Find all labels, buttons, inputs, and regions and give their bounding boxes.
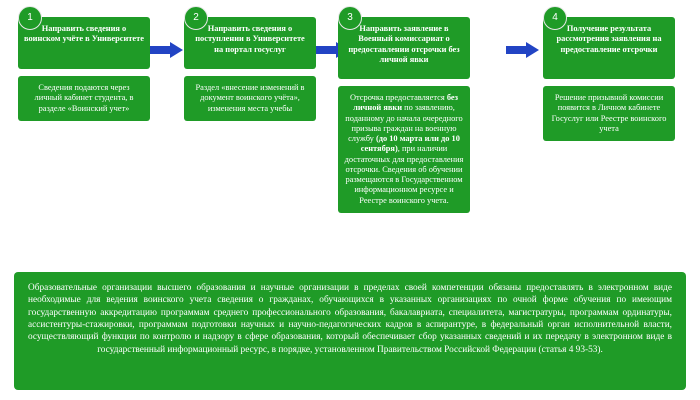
step-column-3 — [338, 6, 470, 213]
step-number-badge-4: 4 — [543, 6, 567, 30]
arrow-shaft-icon — [316, 46, 338, 54]
arrow-step1-to-step2 — [150, 42, 184, 58]
step-column-1 — [18, 6, 150, 121]
arrow-shaft-icon — [150, 46, 172, 54]
step-description-4: Решение призывной комиссии появится в Личном кабинете Госуслуг или Реестре воинского учета — [543, 86, 675, 141]
step-column-2 — [184, 6, 316, 121]
arrow-shaft-icon — [506, 46, 528, 54]
step-description-1: Сведения подаются через личный кабинет студента, в разделе «Воинский учет» — [18, 76, 150, 121]
legal-note-panel: Образовательные организации высшего образования и научные организации в пределах своей компетенции обязаны предоставлять в электронном виде необходимые для ведения воинского учета сведения о гражданах, обучающихся в указанных организациях по очной форме обучения по имеющим государственную аккредитацию программам среднего профессионального образования, бакалавриата, специалитета, магистратуры, программам ординатуры, ассистентуры-стажировки, программам подготовки научных и научно-педагогических кадров в аспирантуре, в федеральный орган исполнительной власти, осуществляющий функции по контролю и надзору в сфере образования, который обеспечивает сбор указанных сведений и их передачу в электронном виде в государственный информационный ресурс, в порядке, установленном Правительством Российской Федерации (статья 4 93-53). — [14, 272, 686, 390]
step-description-3: Отсрочка предоставляется без личной явки по заявлению, поданному до начала очередного призыва граждан на военную службу (до 10 марта или до 10 сентября), при наличии достаточных для предоставления отсрочки. Сведения об обучении размещаются в Государственном информационном ресурсе и Реестре воинского учета. — [338, 86, 470, 213]
step-title-2: Направить сведения о поступлении в Университете на портал госуслуг — [184, 17, 316, 69]
step-column-4 — [543, 6, 675, 141]
step-title-1: Направить сведения о воинском учёте в Университете — [18, 17, 150, 69]
step-number-badge-1: 1 — [18, 6, 42, 30]
arrow-head-icon — [170, 42, 183, 58]
step-number-badge-3: 3 — [338, 6, 362, 30]
step-title-3: Направить заявление в Военный комиссариат о предоставлении отсрочки без личной явки — [338, 17, 470, 79]
arrow-step3-to-step4 — [506, 42, 540, 58]
arrow-head-icon — [526, 42, 539, 58]
step-number-badge-2: 2 — [184, 6, 208, 30]
step-description-2: Раздел «внесение изменений в документ воинского учёта», изменения места учебы — [184, 76, 316, 121]
step-title-4: Получение результата рассмотрения заявления на предоставление отсрочки — [543, 17, 675, 79]
